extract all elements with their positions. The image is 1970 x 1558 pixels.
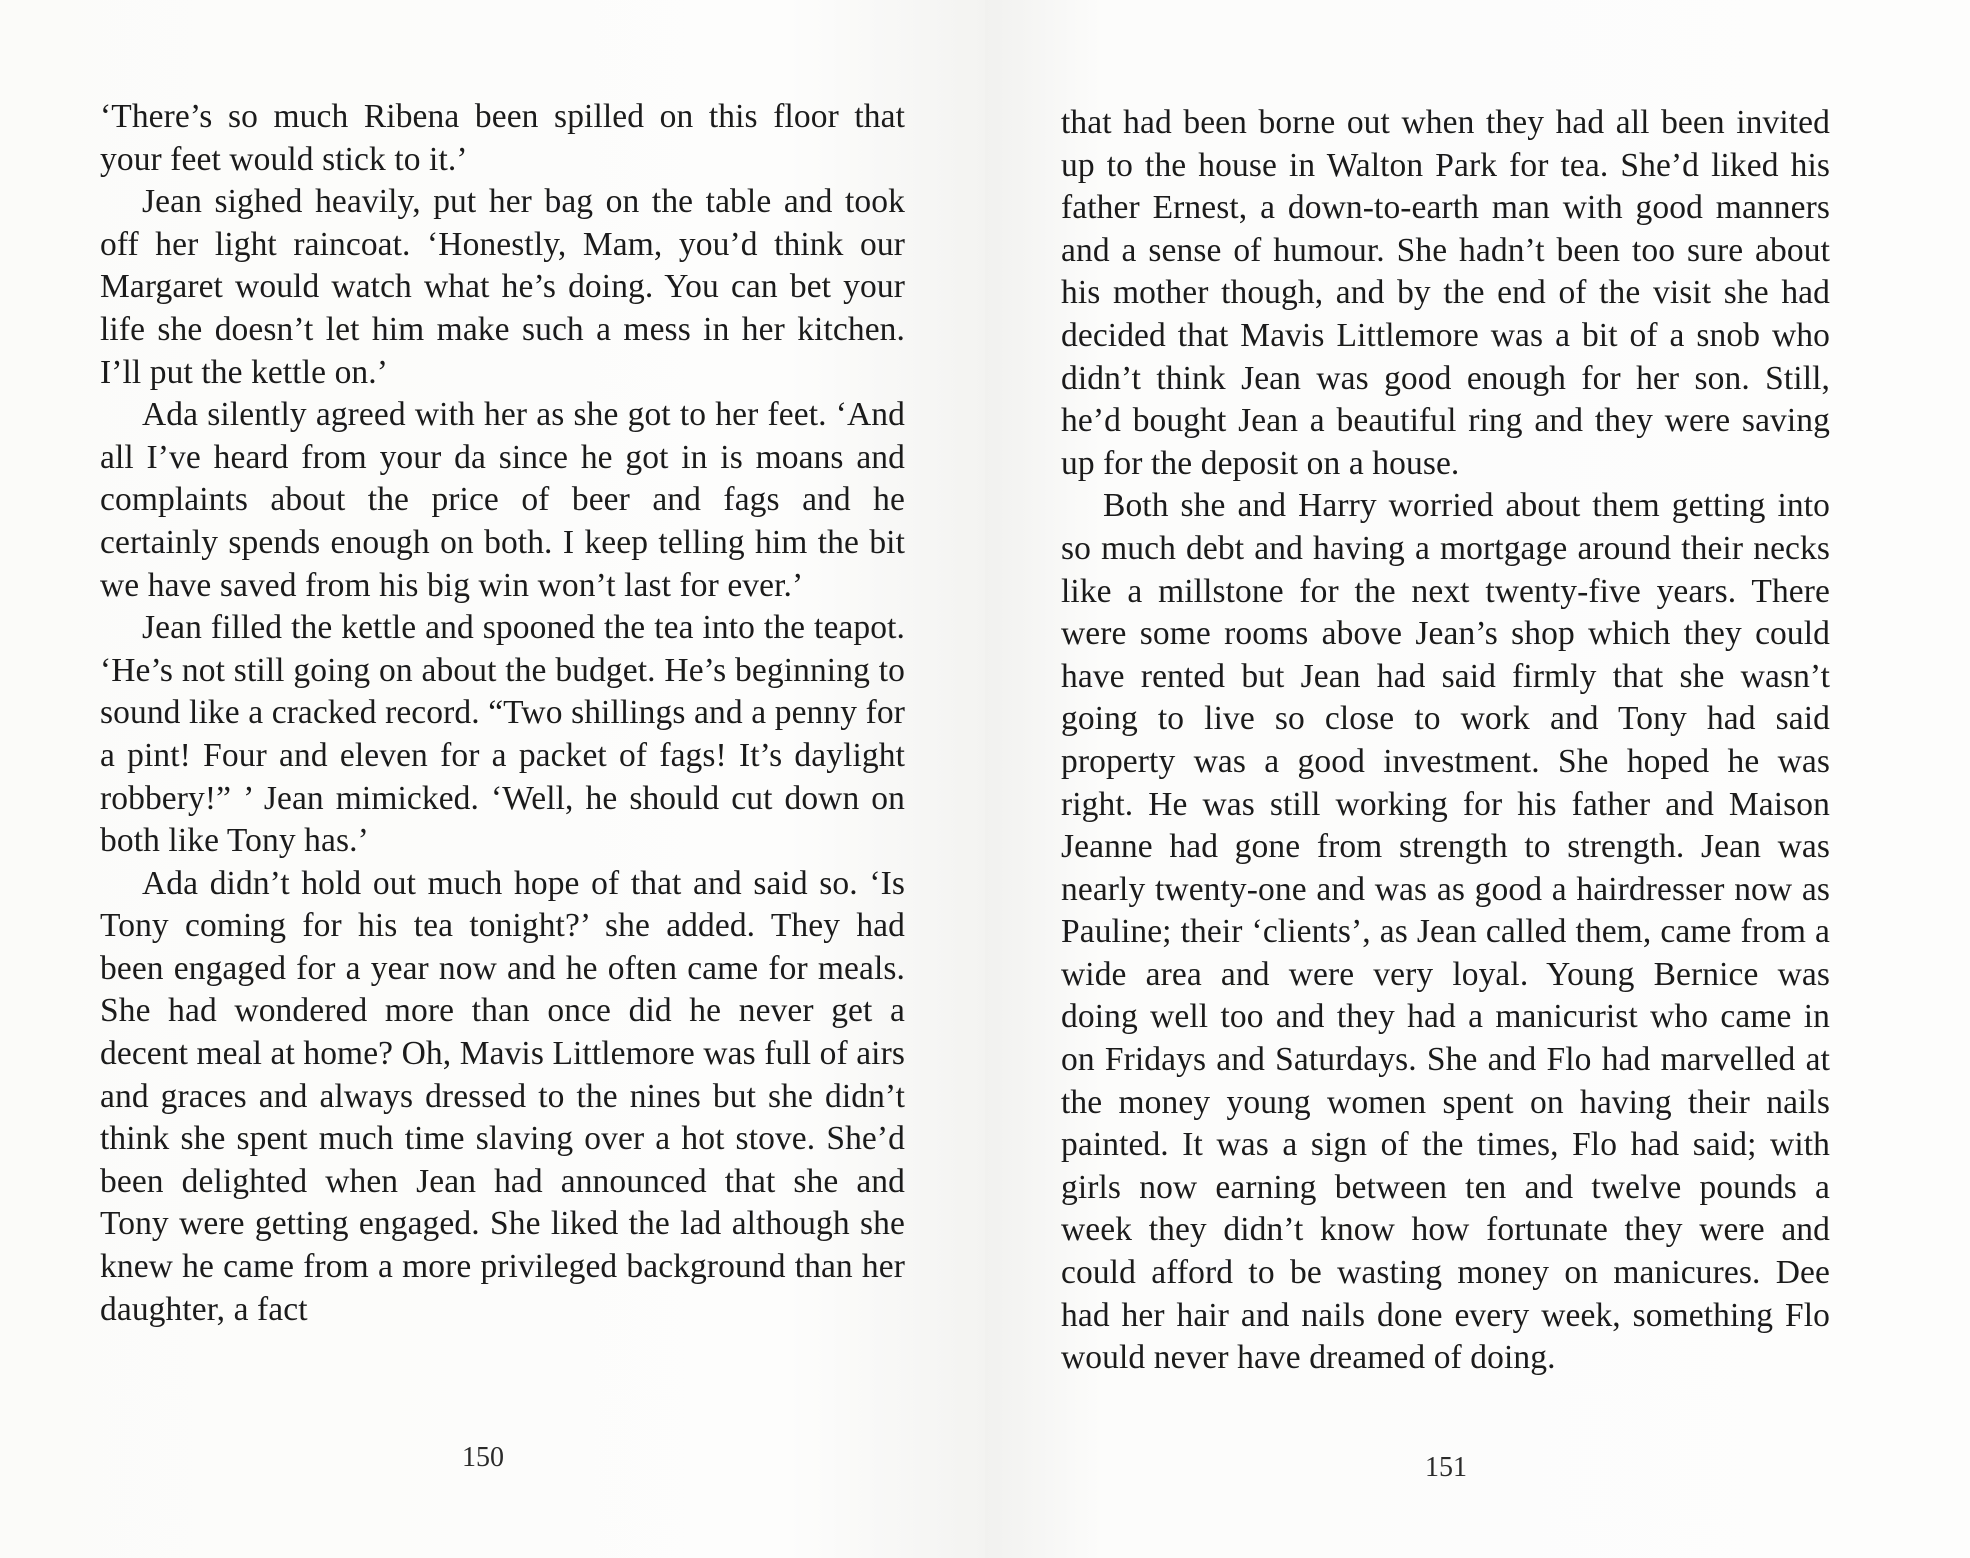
right-page [985,0,1970,1558]
paragraph: Jean filled the kettle and spooned the tea into the teapot. ‘He’s not still going on about the budget. He’s beginning to sound like a cracked record. “Two shillings and a penny for a pint! Four and eleven for a packet of fags! It’s daylight robbery!” ’ Jean mimicked. ‘Well, he should cut down on both like Tony has.’ [100,609,905,860]
page-number-right: 151 [1425,1452,1467,1483]
paragraph: Ada didn’t hold out much hope of that and said so. ‘Is Tony coming for his tea tonight?’ she added. They had been engaged for a year now and he often came for meals. She had wondered more than once did he never get a decent meal at home? Oh, Mavis Littlemore was full of airs and graces and always dressed to the nines but she didn’t think she spent much time slaving over a hot stove. She’d been delighted when Jean had announced that she and Tony were getting engaged. She liked the lad although she knew he came from a more privileged background than her daughter, a fact [100,864,905,1328]
paragraph: that had been borne out when they had all been invited up to the house in Walton Park for tea. She’d liked his father Ernest, a down-to-earth man with good manners and a sense of humour. She hadn’t been too sure about his mother though, and by the end of the visit she had decided that Mavis Littlemore was a bit of a snob who didn’t think Jean was good enough for her son. Still, he’d bought Jean a beautiful ring and they were saving up for the deposit on a house. [1061,104,1830,482]
page-number-left: 150 [462,1442,504,1473]
paragraph: Ada silently agreed with her as she got to her feet. ‘And all I’ve heard from your da since he got in is moans and complaints about the price of beer and fags and he certainly spends enough on both. I keep telling him the bit we have saved from his big win won’t last for ever.’ [100,396,905,604]
paragraph: Both she and Harry worried about them getting into so much debt and having a mortgage around their necks like a millstone for the next twenty-five years. There were some rooms above Jean’s shop which they could have rented but Jean had said firmly that she wasn’t going to live so close to work and Tony had said property was a good investment. She hoped he was right. He was still working for his father and Maison Jeanne had gone from strength to strength. Jean was nearly twenty-one and was as good a hairdresser now as Pauline; their ‘clients’, as Jean called them, came from a wide area and were very loyal. Young Bernice was doing well too and they had a manicurist who came in on Fridays and Saturdays. She and Flo had marvelled at the money young women spent on having their nails painted. It was a sign of the times, Flo had said; with girls now earning between ten and twelve pounds a week they didn’t know how fortunate they were and could afford to be wasting money on manicures. Dee had her hair and nails done every week, something Flo would never have dreamed of doing. [1061,487,1830,1377]
paragraph: Jean sighed heavily, put her bag on the table and took off her light raincoat. ‘Honestly, Mam, you’d think our Margaret would watch what he’s doing. You can bet your life she doesn’t let him make such a mess in her kitchen. I’ll put the kettle on.’ [100,183,905,391]
right-page-text [1061,102,1830,1380]
left-page-text [100,96,905,1331]
paragraph: ‘There’s so much Ribena been spilled on this floor that your feet would stick to it.’ [100,98,905,178]
